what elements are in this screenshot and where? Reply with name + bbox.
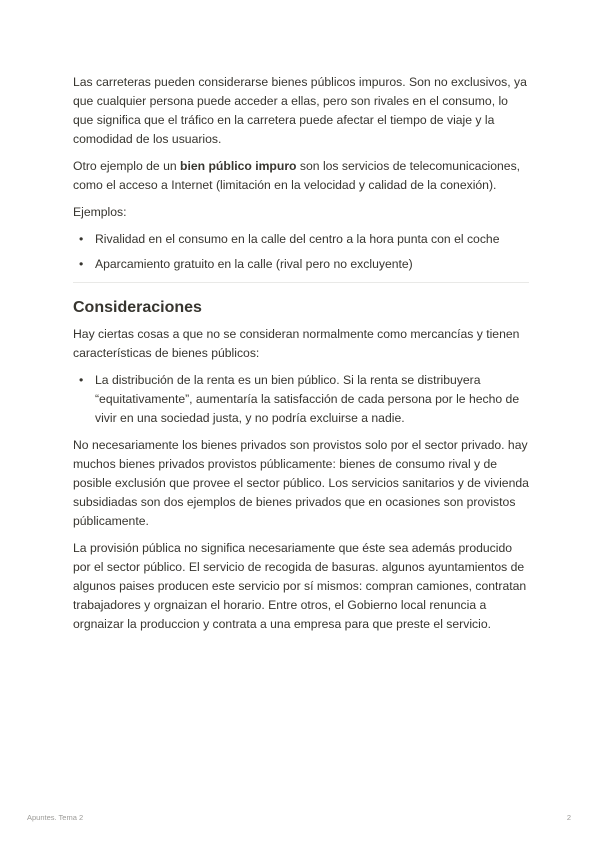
examples-list <box>73 230 529 274</box>
paragraph-considerations-intro: Hay ciertas cosas a que no se consideran normalmente como mercancías y tienen características de bienes públicos: <box>73 327 520 360</box>
bullet-icon: • <box>79 232 84 246</box>
bullet-icon: • <box>79 373 84 387</box>
impure-public-good-term: bien público impuro <box>180 159 297 173</box>
section-heading: Consideraciones <box>73 299 202 316</box>
list-item-text: Rivalidad en el consumo en la calle del centro a la hora punta con el coche <box>95 232 500 246</box>
list-item-text: La distribución de la renta es un bien público. Si la renta se distribuyera “equitativamente”, aumentaría la satisfacción de cada persona por le hecho de vivir en una sociedad justa, y no podría excluirse a nadie. <box>95 373 520 425</box>
list-item <box>73 230 529 249</box>
paragraph-roads: Las carreteras pueden considerarse bienes públicos impuros. Son no exclusivos, ya que cualquier persona puede acceder a ellas, pero son rivales en el consumo, lo que significa que el tráfico en la carretera puede afectar el tiempo de viaje y la comodidad de los usuarios. <box>73 75 527 146</box>
list-item <box>73 255 529 274</box>
paragraph-public-provision: La provisión pública no significa necesariamente que éste sea además producido por el sector público. El servicio de recogida de basuras. algunos ayuntamientos de algunos paises producen este servicio por sí mismos: compran camiones, contratan trabajadores y orgnaizan el horario. Entre otros, el Gobierno local renuncia a orgnaizar la produccion y contrata a una empresa para que preste el servicio. <box>73 541 527 631</box>
considerations-list <box>73 371 529 428</box>
paragraph-telecom-rest: son los servicios de telecomunicaciones, como el acceso a Internet (limitación en la velocidad y calidad de la conexión). <box>73 159 521 192</box>
footer-document-title: Apuntes. Tema 2 <box>27 813 84 822</box>
paragraph-telecom <box>73 157 529 195</box>
paragraph-private-goods: No necesariamente los bienes privados son provistos solo por el sector privado. hay muchos bienes privados provistos públicamente: bienes de consumo rival y de posible exclusión que provee el sector público. Los servicios sanitarios y de vivienda subsidiadas son dos ejemplos de bienes privados que en ocasiones son provistos públicamente. <box>73 438 529 528</box>
footer-page-number: 2 <box>566 813 571 822</box>
list-item <box>73 371 529 428</box>
page-content <box>73 73 529 642</box>
examples-label: Ejemplos: <box>73 205 127 219</box>
list-item-text: Aparcamiento gratuito en la calle (rival pero no excluyente) <box>95 257 413 271</box>
bullet-icon: • <box>79 257 84 271</box>
section-divider <box>73 282 529 283</box>
paragraph-telecom-intro: Otro ejemplo de un <box>73 159 181 173</box>
